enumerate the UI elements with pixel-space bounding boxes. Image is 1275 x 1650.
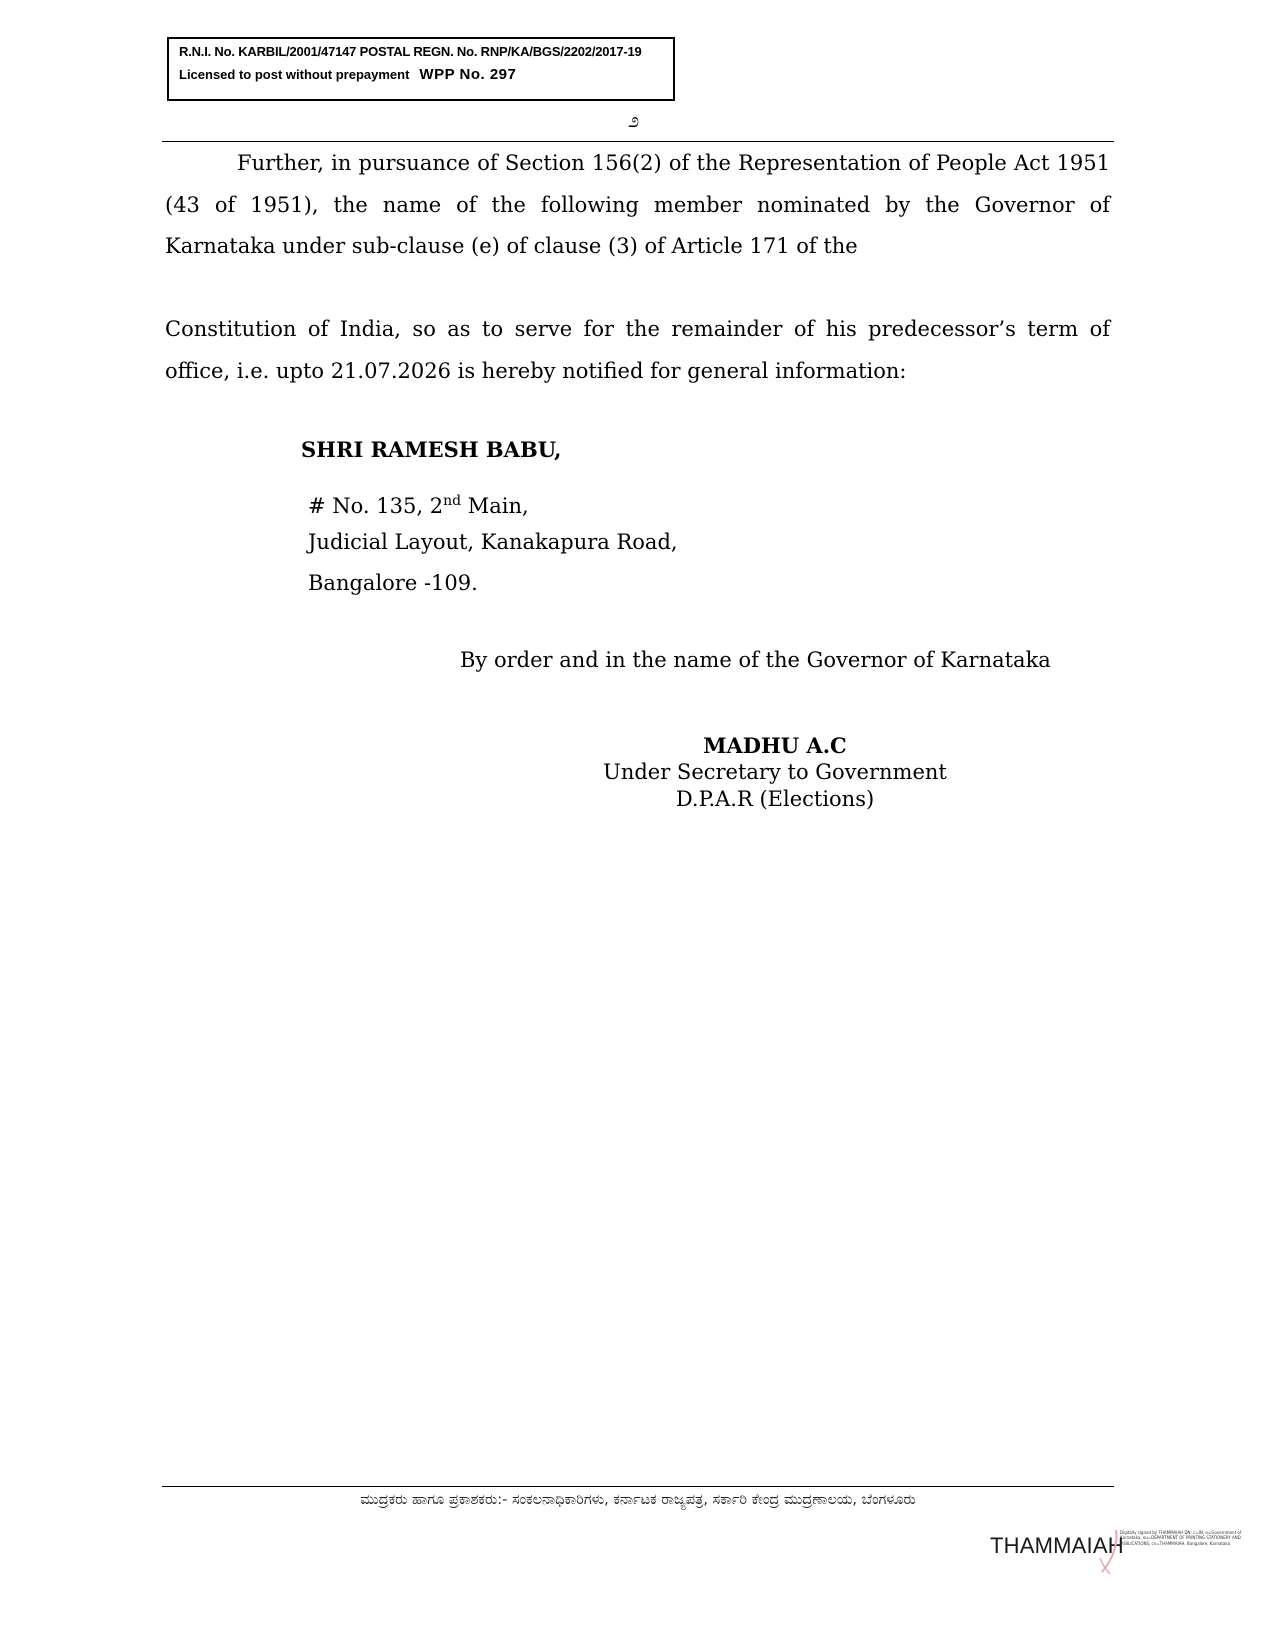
order-line: By order and in the name of the Governor of Karnataka: [460, 648, 1051, 672]
address-prefix: # No. 135, 2: [308, 494, 444, 518]
digital-signature-details: Digitally signed by THAMMAIAH DN: c=IN, o=Government of Karnataka, ou=DEPARTMENT OF PRINTING STATIONERY AND PUBLICATIONS, cn=THAMMAIAH, Bangalore, Karnataka: [1120, 1530, 1242, 1546]
signatory-title: Under Secretary to Government: [603, 760, 947, 784]
notification-paragraph-2: Constitution of India, so as to serve for the remainder of his predecessor’s term of office, i.e. upto 21.07.2026 is hereby notified for general information:: [165, 317, 1110, 383]
digital-signature-name: THAMMAIAH: [990, 1533, 1124, 1558]
page-number: ೨: [628, 108, 640, 132]
nominee-name: SHRI RAMESH BABU,: [301, 437, 562, 462]
header-divider: [162, 141, 1114, 142]
license-text: Licensed to post without prepayment: [179, 67, 410, 82]
notification-paragraph-1: [165, 143, 1110, 268]
publisher-footer: ಮುದ್ರಕರು ಹಾಗೂ ಪ್ರಕಾಶಕರು:- ಸಂಕಲನಾಧಿಕಾರಿಗಳು, ಕರ್ನಾಟಕ ರಾಜ್ಯಪತ್ರ, ಸರ್ಕಾರಿ ಕೇಂದ್ರ ಮುದ್ರಣಾಲಯ, ಬೆಂಗಳೂರು: [360, 1492, 916, 1508]
registration-number: R.N.I. No. KARBIL/2001/47147 POSTAL REGN. No. RNP/KA/BGS/2202/2017-19: [179, 44, 642, 59]
footer-divider: [162, 1486, 1114, 1487]
paragraph-1-text: Further, in pursuance of Section 156(2) of the Representation of People Act 1951 (43 of 1951), the name of the following member nominated by the Governor of Karnataka under sub-clause (e) of clause (3) of Article 171 of the: [165, 151, 1110, 258]
signatory-name: MADHU A.C: [703, 733, 847, 758]
wpp-number: WPP No. 297: [419, 66, 517, 83]
address-ordinal: nd: [443, 493, 462, 509]
nominee-address-line-2: Judicial Layout, Kanakapura Road,: [308, 530, 678, 554]
signatory-department: D.P.A.R (Elections): [675, 787, 875, 811]
nominee-address-line-1: [308, 481, 529, 527]
address-suffix: Main,: [461, 494, 529, 518]
registration-box: [167, 37, 675, 101]
postal-license: [179, 62, 663, 88]
nominee-address-line-3: Bangalore -109.: [308, 571, 478, 595]
